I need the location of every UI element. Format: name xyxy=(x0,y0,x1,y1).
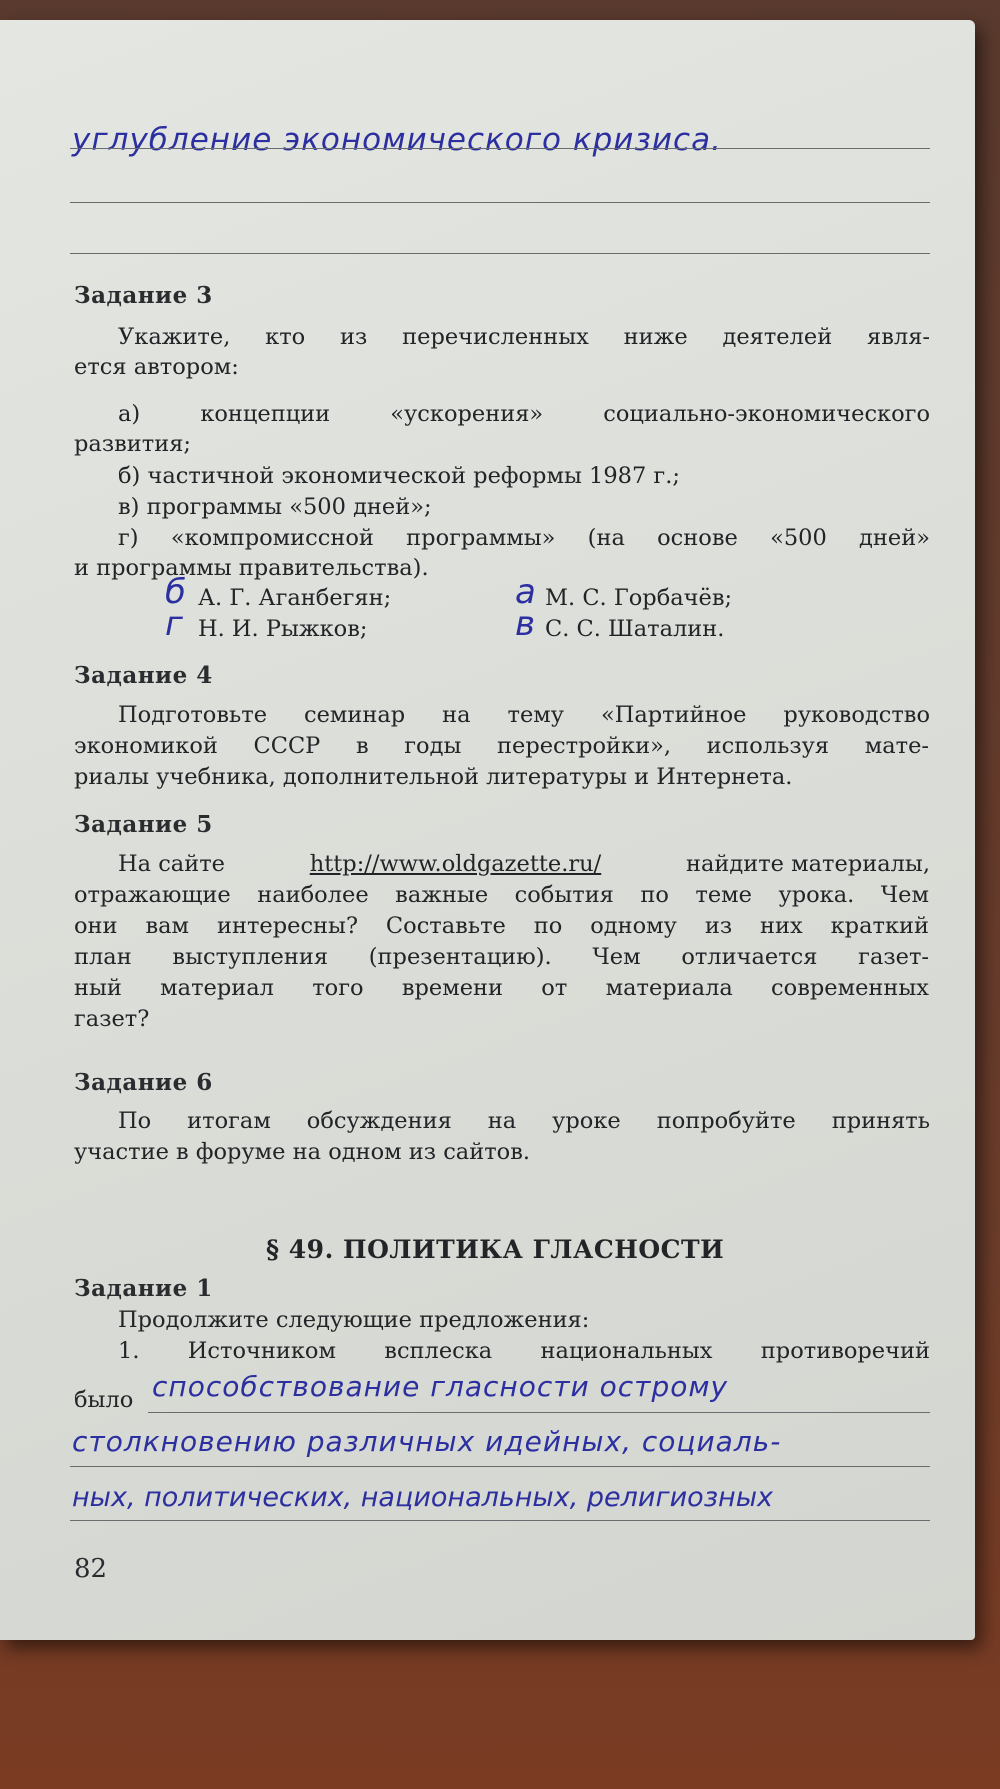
task3-person: С. С. Шаталин. xyxy=(545,616,725,642)
task5-line: они вам интересны? Составьте по одному из них краткий xyxy=(74,913,929,939)
task5-heading: Задание 5 xyxy=(74,811,213,838)
task5-line-prefix: На сайте xyxy=(118,851,225,877)
task5-line: план выступления (презентацию). Чем отличается газет- xyxy=(74,944,929,970)
task4-heading: Задание 4 xyxy=(74,662,213,689)
task5-line xyxy=(118,849,930,880)
task6-line: По итогам обсуждения на уроке попробуйте принять xyxy=(118,1108,930,1134)
handwritten-answer-line: ных, политических, национальных, религиозных xyxy=(72,1482,774,1513)
task3-item-c: в) программы «500 дней»; xyxy=(118,494,432,520)
task5-line: отражающие наиболее важные события по теме урока. Чем xyxy=(74,882,929,908)
task5-line-suffix: найдите материалы, xyxy=(685,851,930,877)
s49-task1-line-prefix: было xyxy=(74,1387,134,1413)
answer-line xyxy=(70,1520,930,1521)
task4-line: экономикой СССР в годы перестройки», используя мате- xyxy=(74,733,929,759)
task3-intro-line: ется автором: xyxy=(74,354,239,380)
task3-heading: Задание 3 xyxy=(74,282,213,309)
workbook-page xyxy=(0,20,975,1640)
section-title: § 49. ПОЛИТИКА ГЛАСНОСТИ xyxy=(266,1235,725,1264)
handwritten-letter-mark: а xyxy=(515,572,536,612)
answer-line xyxy=(70,148,930,149)
answer-line xyxy=(70,253,930,254)
task3-person: Н. И. Рыжков; xyxy=(198,616,368,642)
task6-heading: Задание 6 xyxy=(74,1069,213,1096)
handwritten-letter-mark: г xyxy=(165,604,183,644)
page-number: 82 xyxy=(74,1554,108,1584)
task4-line: риалы учебника, дополнительной литературы и Интернета. xyxy=(74,764,793,790)
task3-intro-line: Укажите, кто из перечисленных ниже деятелей явля- xyxy=(118,324,930,350)
s49-task1-line: 1. Источником всплеска национальных противоречий xyxy=(118,1338,930,1364)
task3-item-d: г) «компромиссной программы» (на основе «500 дней» xyxy=(118,525,930,551)
oldgazette-link[interactable]: http://www.oldgazette.ru/ xyxy=(309,851,602,877)
task3-person: А. Г. Аганбегян; xyxy=(198,585,392,611)
task5-line: газет? xyxy=(74,1006,150,1032)
handwritten-answer-line: столкновению различных идейных, социаль- xyxy=(72,1425,782,1458)
task3-person: М. С. Горбачёв; xyxy=(545,585,733,611)
handwritten-answer-top: углубление экономического кризиса. xyxy=(72,122,722,158)
s49-task1-heading: Задание 1 xyxy=(74,1275,213,1302)
task3-item-b: б) частичной экономической реформы 1987 г.; xyxy=(118,463,680,489)
answer-line xyxy=(70,202,930,203)
answer-line xyxy=(148,1412,930,1413)
task3-item-a: а) концепции «ускорения» социально-экономического xyxy=(118,401,930,427)
answer-line xyxy=(70,1466,930,1467)
handwritten-letter-mark: б xyxy=(165,572,186,612)
task5-line: ный материал того времени от материала современных xyxy=(74,975,929,1001)
handwritten-answer-line: способствование гласности острому xyxy=(152,1370,729,1403)
s49-task1-intro: Продолжите следующие предложения: xyxy=(118,1307,590,1333)
task3-item-a: развития; xyxy=(74,431,191,457)
task4-line: Подготовьте семинар на тему «Партийное руководство xyxy=(118,702,930,728)
task6-line: участие в форуме на одном из сайтов. xyxy=(74,1139,531,1165)
handwritten-letter-mark: в xyxy=(515,604,536,644)
task3-item-d: и программы правительства). xyxy=(74,555,429,581)
